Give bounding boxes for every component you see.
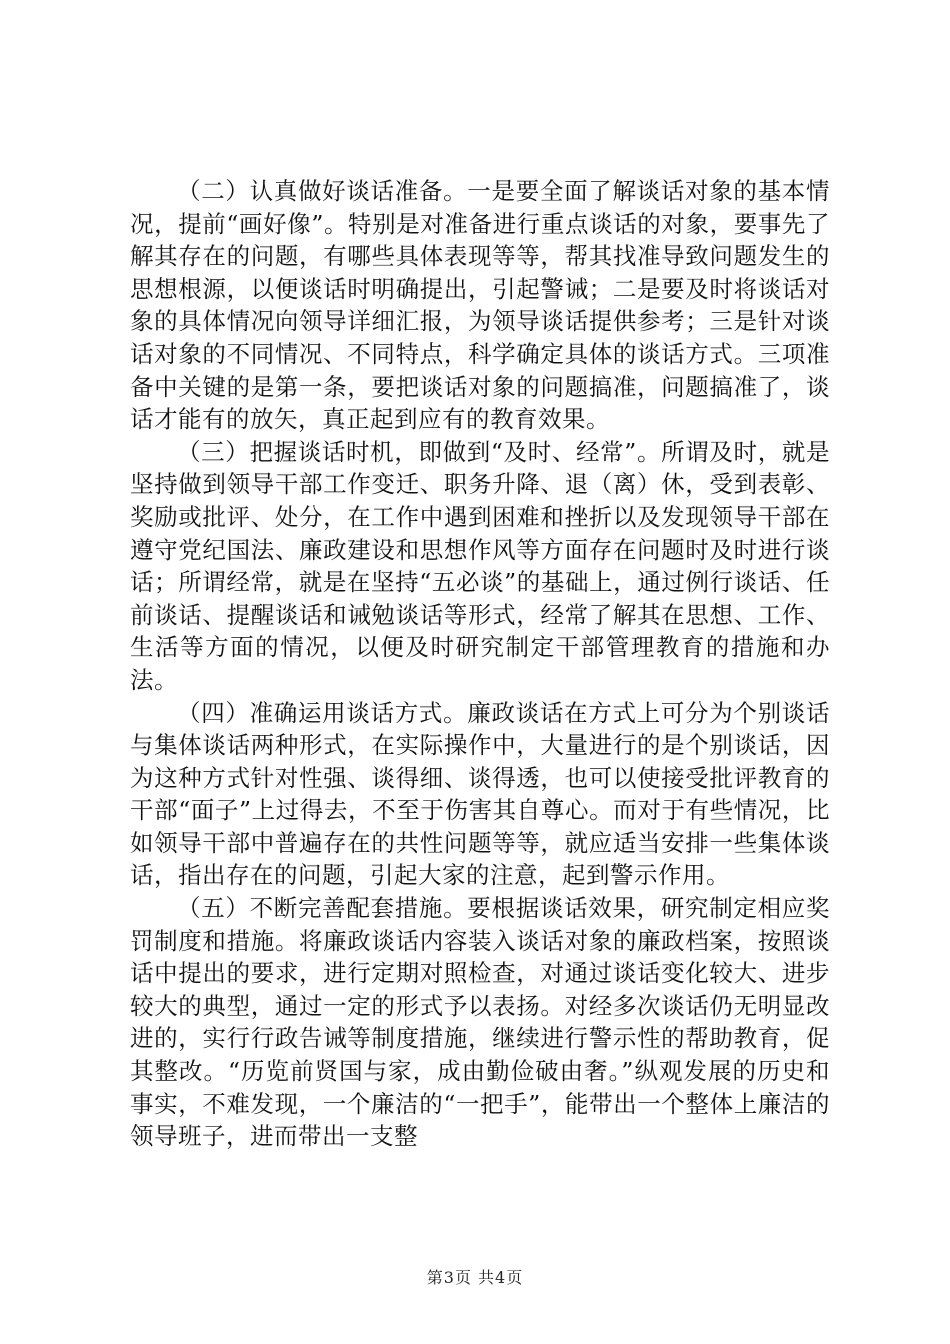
page-footer — [0, 1265, 950, 1288]
document-body — [130, 175, 830, 1153]
paragraph-section-2: （二）认真做好谈话准备。一是要全面了解谈话对象的基本情况，提前“画好像”。特别是对准备进行重点谈话的对象，要事先了解其存在的问题，有哪些具体表现等等，帮其找准导致问题发生的思想根源，以便谈话时明确提出，引起警诫；二是要及时将谈话对象的具体情况向领导详细汇报，为领导谈话提供参考；三是针对谈话对象的不同情况、不同特点，科学确定具体的谈话方式。三项准备中关键的是第一条，要把谈话对象的问题搞准，问题搞准了，谈话才能有的放矢，真正起到应有的教育效果。 — [130, 177, 830, 434]
paragraph-section-4: （四）准确运用谈话方式。廉政谈话在方式上可分为个别谈话与集体谈话两种形式，在实际操作中，大量进行的是个别谈话，因为这种方式针对性强、谈得细、谈得透，也可以使接受批评教育的干部“面子”上过得去，不至于伤害其自尊心。而对于有些情况，比如领导干部中普遍存在的共性问题等等，就应适当安排一些集体谈话，指出存在的问题，引起大家的注意，起到警示作用。 — [130, 698, 830, 890]
paragraph-section-5: （五）不断完善配套措施。要根据谈话效果，研究制定相应奖罚制度和措施。将廉政谈话内容装入谈话对象的廉政档案，按照谈话中提出的要求，进行定期对照检查，对通过谈话变化较大、进步较大的典型，通过一定的形式予以表扬。对经多次谈话仍无明显改进的，实行行政告诫等制度措施，继续进行警示性的帮助教育，促其整改。“历览前贤国与家，成由勤俭破由奢。”纵观发展的历史和事实，不难发现，一个廉洁的“一把手”，能带出一个整体上廉洁的领导班子，进而带出一支整 — [130, 894, 830, 1151]
paragraph-section-3: （三）把握谈话时机，即做到“及时、经常”。所谓及时，就是坚持做到领导干部工作变迁、职务升降、退（离）休，受到表彰、奖励或批评、处分，在工作中遇到困难和挫折以及发现领导干部在遵守党纪国法、廉政建设和思想作风等方面存在问题时及时进行谈话；所谓经常，就是在坚持“五必谈”的基础上，通过例行谈话、任前谈话、提醒谈话和诫勉谈话等形式，经常了解其在思想、工作、生活等方面的情况，以便及时研究制定干部管理教育的措施和办法。 — [130, 437, 830, 694]
page-number-label: 第3页 共4页 — [426, 1268, 524, 1287]
